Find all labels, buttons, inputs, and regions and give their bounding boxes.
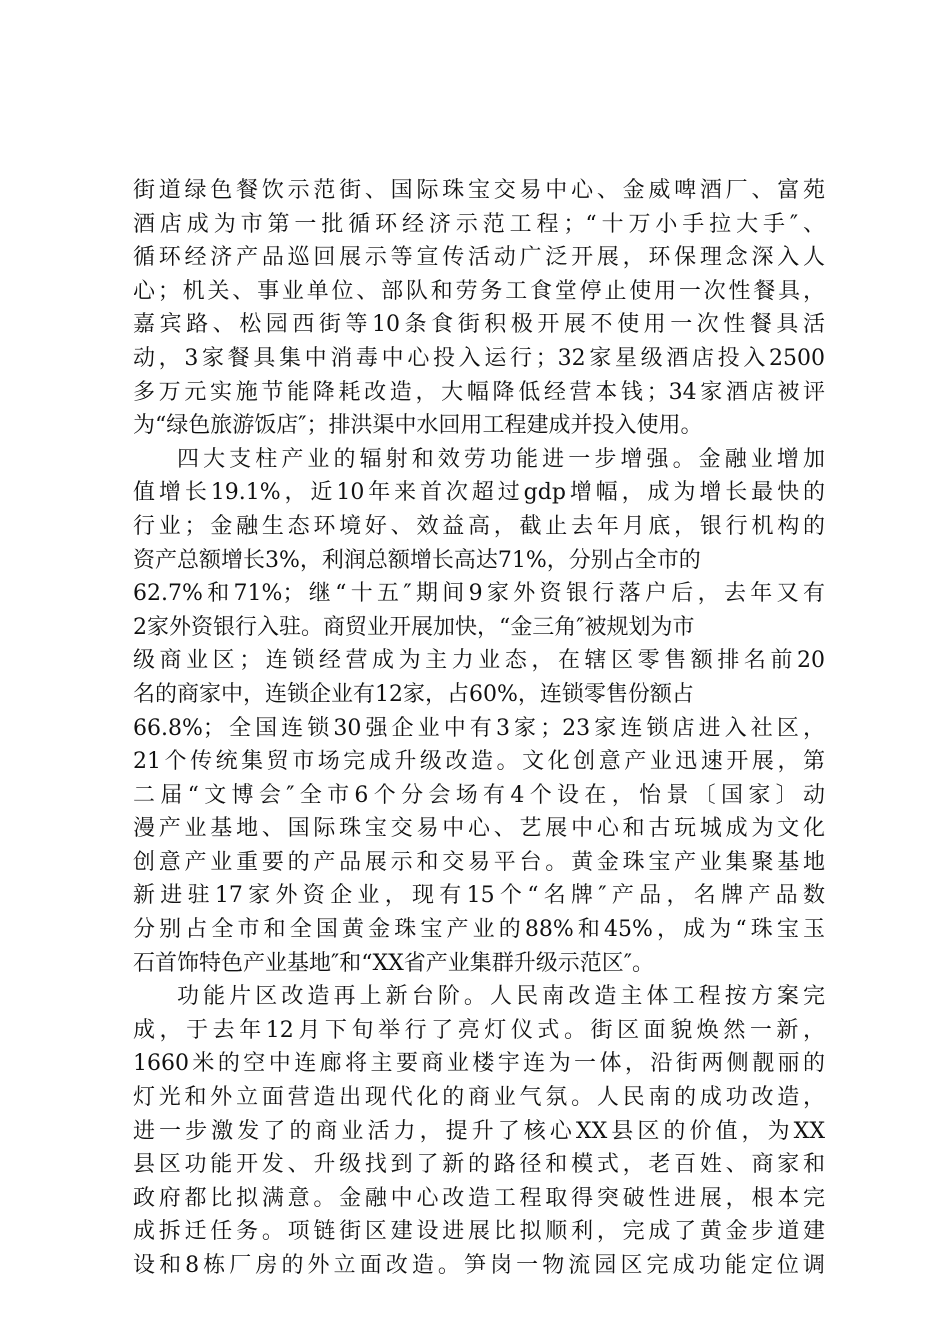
paragraph-start: 功能片区改造再上新台阶。人民南改造主体工程按方案完: [177, 984, 825, 1010]
text-line: 成拆迁任务。项链街区建设进展比拟顺利，完成了黄金步道建: [133, 1219, 825, 1245]
text-line: 分别占全市和全国黄金珠宝产业的88%和45%，成为“珠宝玉: [133, 917, 825, 943]
text-line: 石首饰特色产业基地″和“XX省产业集群升级示范区″。: [133, 950, 655, 976]
text-line: 设和8栋厂房的外立面改造。笋岗一物流园区完成功能定位调: [133, 1253, 825, 1278]
text-line: 为“绿色旅游饭店″；排洪渠中水回用工程建成并投入使用。: [133, 413, 703, 439]
text-line: 1660米的空中连廊将主要商业楼宇连为一体，沿街两侧靓丽的: [133, 1051, 825, 1077]
text-line: 2家外资银行入驻。商贸业开展加快，“金三角″被规划为市: [133, 614, 695, 640]
text-line: 62.7%和71%；继“十五″期间9家外资银行落户后，去年又有: [133, 581, 825, 607]
text-line: 资产总额增长3%，利润总额增长高达71%，分别占全市的: [133, 547, 701, 573]
paragraph-start: 四大支柱产业的辐射和效劳功能进一步增强。金融业增加: [177, 446, 825, 472]
text-line: 进一步激发了的商业活力，提升了核心XX县区的价值，为XX: [133, 1118, 825, 1144]
text-line: 新进驻17家外资企业，现有15个“名牌″产品，名牌产品数: [133, 883, 825, 909]
text-line: 灯光和外立面营造出现代化的商业气氛。人民南的成功改造，: [133, 1085, 825, 1111]
text-line: 行业；金融生态环境好、效益高，截止去年月底，银行机构的: [133, 513, 825, 539]
text-line: 漫产业基地、国际珠宝交易中心、艺展中心和古玩城成为文化: [133, 816, 825, 842]
text-line: 循环经济产品巡回展示等宣传活动广泛开展，环保理念深入人: [133, 245, 825, 271]
text-line: 政府都比拟满意。金融中心改造工程取得突破性进展，根本完: [133, 1185, 825, 1211]
text-line: 值增长19.1%，近10年来首次超过gdp增幅，成为增长最快的: [133, 480, 825, 506]
text-line: 动，3家餐具集中消毒中心投入运行；32家星级酒店投入2500: [133, 345, 825, 371]
document-body: [133, 174, 825, 1283]
text-line: 酒店成为市第一批循环经济示范工程；“十万小手拉大手″、: [133, 211, 825, 237]
text-line: 多万元实施节能降耗改造，大幅降低经营本钱；34家酒店被评: [133, 379, 825, 405]
text-line: 心；机关、事业单位、部队和劳务工食堂停止使用一次性餐具，: [133, 278, 825, 304]
text-line: 成，于去年12月下旬举行了亮灯仪式。街区面貌焕然一新，: [133, 1017, 825, 1043]
text-line: 二届“文博会″全市6个分会场有4个设在，怡景〔国家〕动: [133, 782, 825, 808]
text-line: 66.8%；全国连锁30强企业中有3家；23家连锁店进入社区，: [133, 715, 825, 741]
text-line: 街道绿色餐饮示范街、国际珠宝交易中心、金威啤酒厂、富苑: [133, 178, 825, 203]
text-line: 创意产业重要的产品展示和交易平台。黄金珠宝产业集聚基地: [133, 849, 825, 875]
text-line: 21个传统集贸市场完成升级改造。文化创意产业迅速开展，第: [133, 749, 825, 775]
text-line: 县区功能开发、升级找到了新的路径和模式，老百姓、商家和: [133, 1152, 825, 1178]
text-line: 名的商家中，连锁企业有12家，占60%，连锁零售份额占: [133, 681, 694, 707]
text-line: 嘉宾路、松园西街等10条食街积极开展不使用一次性餐具活: [133, 312, 825, 338]
text-line: 级商业区；连锁经营成为主力业态，在辖区零售额排名前20: [133, 648, 825, 674]
